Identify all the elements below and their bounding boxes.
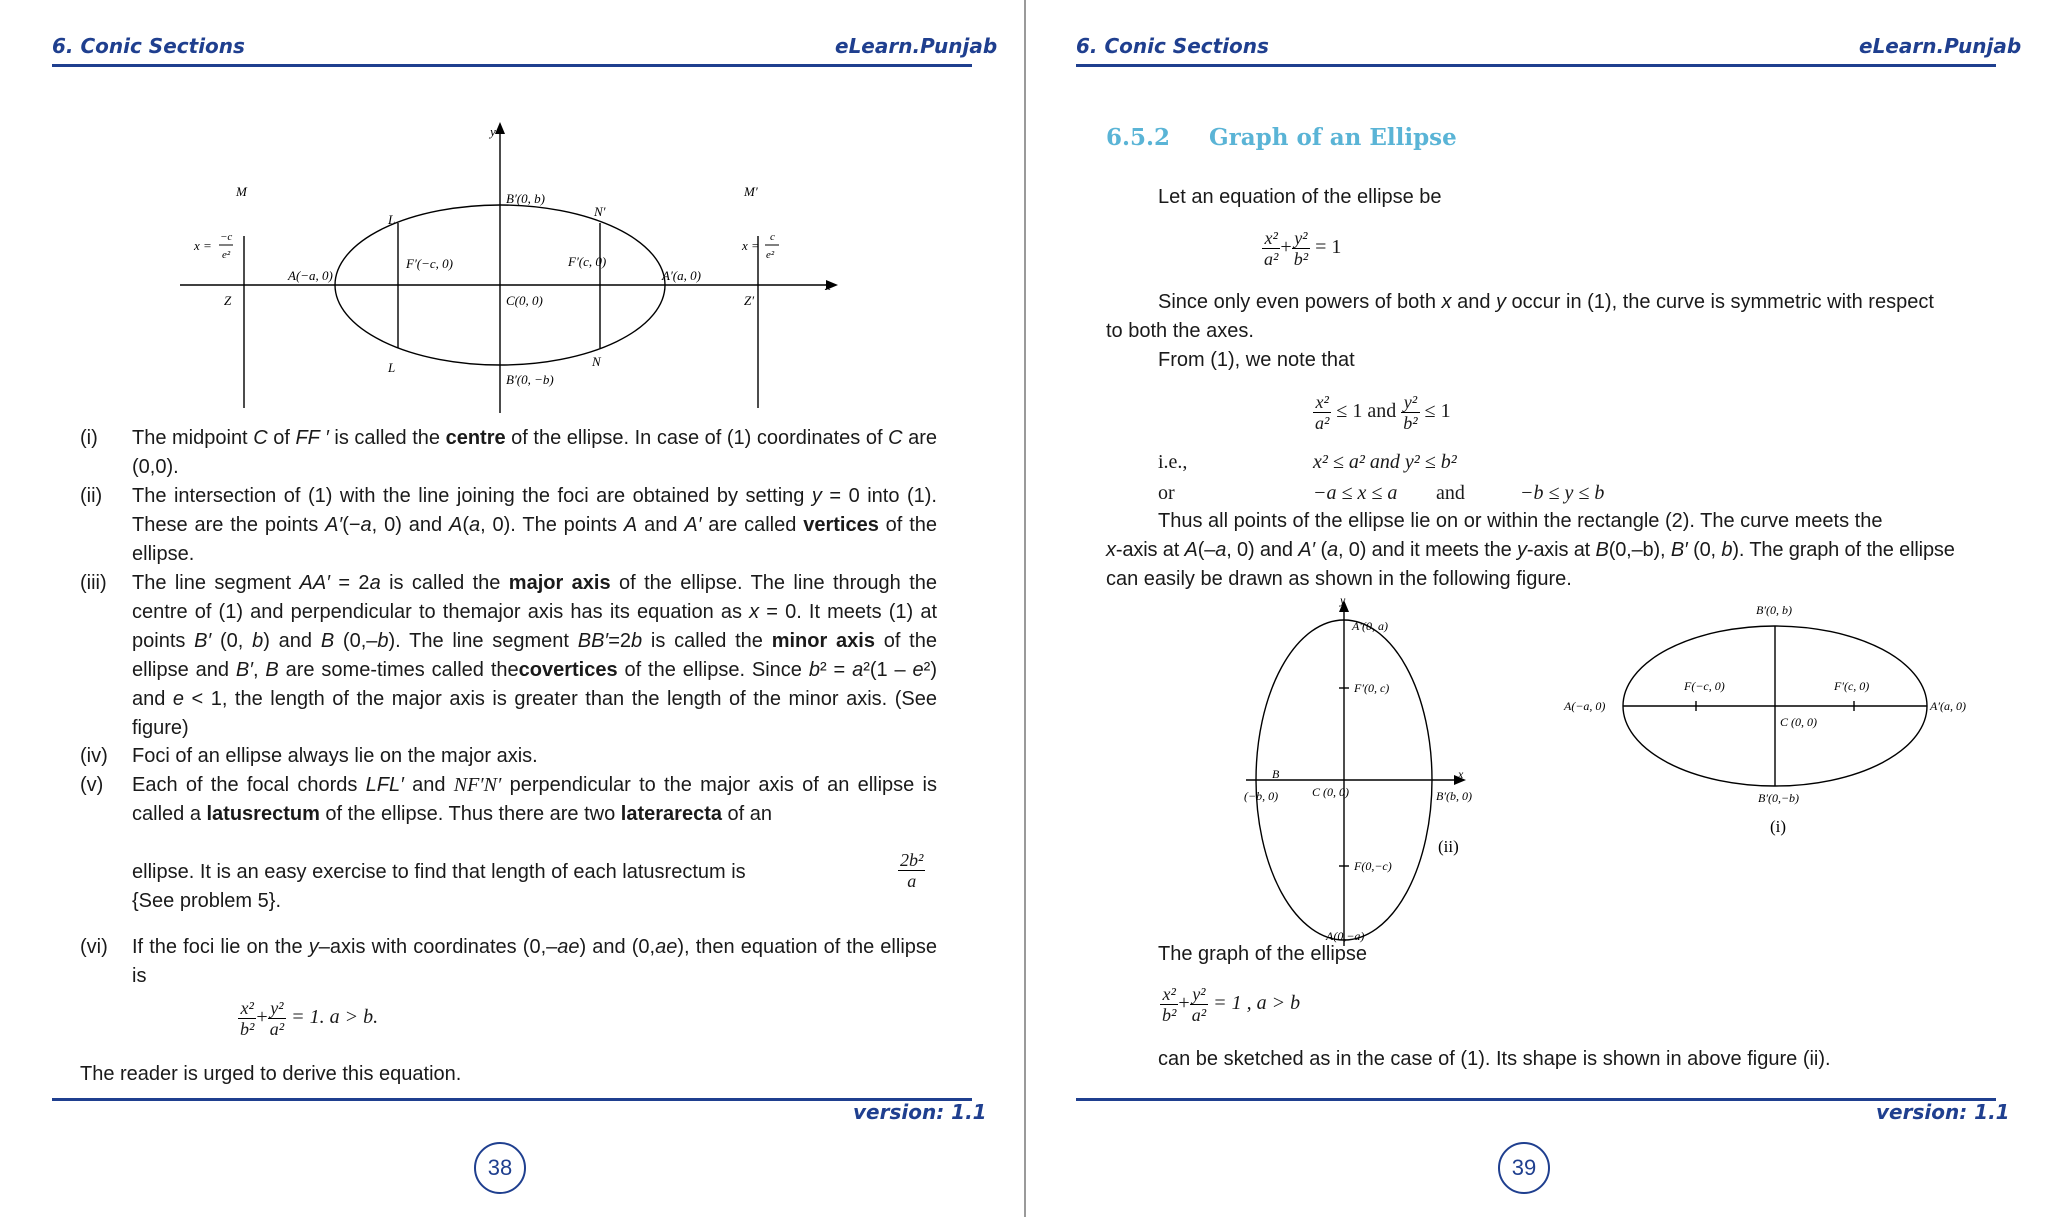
fig1r-F-left-label: F(−c, 0) bbox=[1684, 679, 1725, 693]
paragraph-rectangle-cont: x-axis at A(–a, 0) and A′ (a, 0) and it meets the y-axis at B(0,–b), B′ (0, b). The graph of the ellipse bbox=[1106, 539, 1955, 561]
inequality-1: $\frac{\text{x²}}{\text{a²}}$ ≤ 1 and $\frac{\text{y²}}{\text{b²}}$ ≤ 1 bbox=[1315, 392, 1451, 433]
section-number: 6.5.2 bbox=[1106, 124, 1171, 151]
equation-1: $\frac{\text{x²}}{\text{a²}}$ + $\frac{\text{y²}}{\text{b²}}$ = 1 bbox=[1264, 228, 1342, 269]
fig2-Fp-label: F′(0, c) bbox=[1354, 681, 1390, 695]
fig1-L-bot-label: L bbox=[388, 360, 396, 375]
item-v-number: (v) bbox=[80, 774, 104, 796]
ellipse-figure bbox=[170, 118, 850, 418]
fig1-dir-left-num: −c bbox=[220, 231, 233, 243]
fig1-dir-right-num: c bbox=[770, 231, 775, 243]
closing-text: The reader is urged to derive this equation. bbox=[80, 1063, 462, 1085]
inequality-3b: −b ≤ y ≤ b bbox=[1520, 482, 1605, 504]
ellipse-figure-i bbox=[1564, 596, 1966, 846]
fig1-N-bot-label: N bbox=[592, 354, 601, 369]
item-i-text: The midpoint C of FF ′ is called the centre of the ellipse. In case of (1) coordinates of C are (0,0). bbox=[132, 427, 938, 478]
paragraph-rectangle: Thus all points of the ellipse lie on or within the rectangle (2). The curve meets the bbox=[1158, 510, 1883, 532]
fig1r-C-label: C (0, 0) bbox=[1780, 715, 1817, 729]
header-brand: eLearn.Punjab bbox=[1859, 34, 2022, 58]
page-39 bbox=[1026, 0, 2048, 1217]
item-iv-number: (iv) bbox=[80, 745, 108, 767]
fig2-Bp-label: B′(b, 0) bbox=[1436, 789, 1472, 803]
paragraph-note: From (1), we note that bbox=[1158, 349, 1355, 371]
fig1-Mp-label: M′ bbox=[744, 184, 758, 199]
header-rule bbox=[52, 64, 972, 67]
item-i-number: (i) bbox=[80, 427, 98, 449]
fig1-C-label: C(0, 0) bbox=[506, 293, 543, 308]
equation-2: $\frac{\text{x²}}{\text{b²}}$ + $\frac{\text{y²}}{\text{a²}}$ = 1 , a > b bbox=[1162, 984, 1301, 1025]
fig1r-caption: (i) bbox=[1770, 817, 1787, 836]
fig1r-F-right-label: F′(c, 0) bbox=[1834, 679, 1870, 693]
item-v-text-cont: ellipse. It is an easy exercise to find that length of each latusrectum is bbox=[132, 861, 746, 883]
fig1-dir-left-lhs: x = bbox=[194, 238, 212, 253]
header-brand: eLearn.Punjab bbox=[835, 34, 998, 58]
section-title: Graph of an Ellipse bbox=[1209, 124, 1457, 151]
fig1-Z-label: Z bbox=[224, 293, 232, 308]
inequality-3a: −a ≤ x ≤ a bbox=[1313, 482, 1398, 504]
fig2-F-label: F(0,−c) bbox=[1354, 859, 1392, 873]
fig1r-B-label: B′(0,−b) bbox=[1758, 791, 1800, 805]
fig1-N-top-label: N′ bbox=[594, 204, 606, 219]
fig1-dir-right-den: e² bbox=[766, 249, 775, 261]
label-or: or bbox=[1158, 482, 1175, 504]
fig2-y-axis-label: y bbox=[1340, 593, 1346, 607]
item-ii-text: The intersection of (1) with the line joining the foci are obtained by setting y = 0 into (1). These are the points A′(−a, 0) and A(a, 0). The points A and A′ are called vertices of the ellipse. bbox=[132, 485, 938, 565]
fig1-Fp-label: F′(−c, 0) bbox=[406, 256, 453, 271]
header-chapter: 6. Conic Sections bbox=[1076, 34, 1269, 58]
fig1-M-label: M bbox=[236, 184, 247, 199]
fig1-L-top-label: L bbox=[388, 212, 396, 227]
footer-version: version: 1.1 bbox=[1876, 1100, 2010, 1124]
paragraph-rectangle-end: can easily be drawn as shown in the following figure. bbox=[1106, 568, 1572, 590]
footer-version: version: 1.1 bbox=[853, 1100, 987, 1124]
fig2-B-left-label: (−b, 0) bbox=[1244, 789, 1279, 803]
ellipse-figure-ii bbox=[1206, 593, 1546, 946]
item-iii-text: The line segment AA′ = 2a is called the major axis of the ellipse. The line through the centre of (1) and perpendicular to themajor axis has its equation as x = 0. It meets (1) at points B′ (0, b) and B (0,–b). The line segment BB′=2b is called the minor axis of the ellipse and B′, B are some-times called thecovertices of the ellipse. Since b² = a²(1 – e²) and e < 1, the length of the major axis is greater than the length of the minor axis. (See figure) bbox=[132, 572, 937, 739]
label-ie: i.e., bbox=[1158, 451, 1188, 473]
paragraph-symmetry: Since only even powers of both x and y occur in (1), the curve is symmetric with respect bbox=[1158, 291, 1934, 313]
paragraph-shape: can be sketched as in the case of (1). Its shape is shown in above figure (ii). bbox=[1158, 1048, 1831, 1070]
item-iii-number: (iii) bbox=[80, 572, 107, 594]
footer-rule bbox=[1076, 1098, 1996, 1101]
fig2-A-label: A(0,−a) bbox=[1326, 929, 1365, 943]
item-vi-text: If the foci lie on the y–axis with coordinates (0,–ae) and (0,ae), then equation of the ellipse is bbox=[132, 936, 938, 987]
label-and: and bbox=[1436, 482, 1465, 504]
item-vi-number: (vi) bbox=[80, 936, 108, 958]
fig1-dir-right-lhs: x = bbox=[742, 238, 760, 253]
equation-vi: $\frac{\text{x²}}{\text{b²}}$ + $\frac{\text{y²}}{\text{a²}}$ = 1. a > b. bbox=[240, 998, 379, 1039]
fig2-caption: (ii) bbox=[1438, 837, 1459, 856]
item-iv-text: Foci of an ellipse always lie on the major axis. bbox=[132, 745, 538, 767]
paragraph-intro: Let an equation of the ellipse be bbox=[1158, 186, 1442, 208]
fig2-B-top-label: B bbox=[1272, 767, 1280, 781]
fig2-Ap-label: A′(0, a) bbox=[1352, 619, 1388, 633]
fig1-B-label: B′(0, −b) bbox=[506, 372, 554, 387]
fig1r-A-right-label: A′(a, 0) bbox=[1930, 699, 1966, 713]
paragraph-symmetry-cont: to both the axes. bbox=[1106, 320, 1254, 342]
page-number: 39 bbox=[1498, 1142, 1550, 1194]
fig1-x-axis-label: x bbox=[825, 278, 831, 293]
inequality-2: x² ≤ a² and y² ≤ b² bbox=[1313, 451, 1457, 473]
footer-rule bbox=[52, 1098, 972, 1101]
fig1r-A-left-label: A(−a, 0) bbox=[1564, 699, 1606, 713]
header-chapter: 6. Conic Sections bbox=[52, 34, 245, 58]
paragraph-graph: The graph of the ellipse bbox=[1158, 943, 1368, 965]
item-ii-number: (ii) bbox=[80, 485, 103, 507]
fig2-C-label: C (0, 0) bbox=[1312, 785, 1349, 799]
fig1-A-left-label: A(−a, 0) bbox=[288, 268, 333, 283]
fig1-A-right-label: A′(a, 0) bbox=[662, 268, 701, 283]
fig1r-Bp-label: B′(0, b) bbox=[1756, 603, 1792, 617]
fig1-F-label: F′(c, 0) bbox=[568, 254, 607, 269]
latusrectum-fraction: $\frac{\text{2b²}}{a}$ bbox=[900, 850, 924, 891]
page-number: 38 bbox=[474, 1142, 526, 1194]
fig1-Zp-label: Z′ bbox=[744, 293, 755, 308]
fig1-dir-left-den: e² bbox=[222, 249, 231, 261]
fig1-Bp-label: B′(0, b) bbox=[506, 191, 545, 206]
item-v-text-end: {See problem 5}. bbox=[132, 890, 281, 912]
item-v-text: Each of the focal chords LFL′ and NF′N′ perpendicular to the major axis of an ellipse is called a latusrectum of the ellipse. Thus there are two laterarecta of an bbox=[132, 774, 938, 825]
fig2-x-axis-label: x bbox=[1458, 767, 1464, 781]
fig1-y-axis-label: y bbox=[490, 124, 496, 139]
header-rule bbox=[1076, 64, 1996, 67]
